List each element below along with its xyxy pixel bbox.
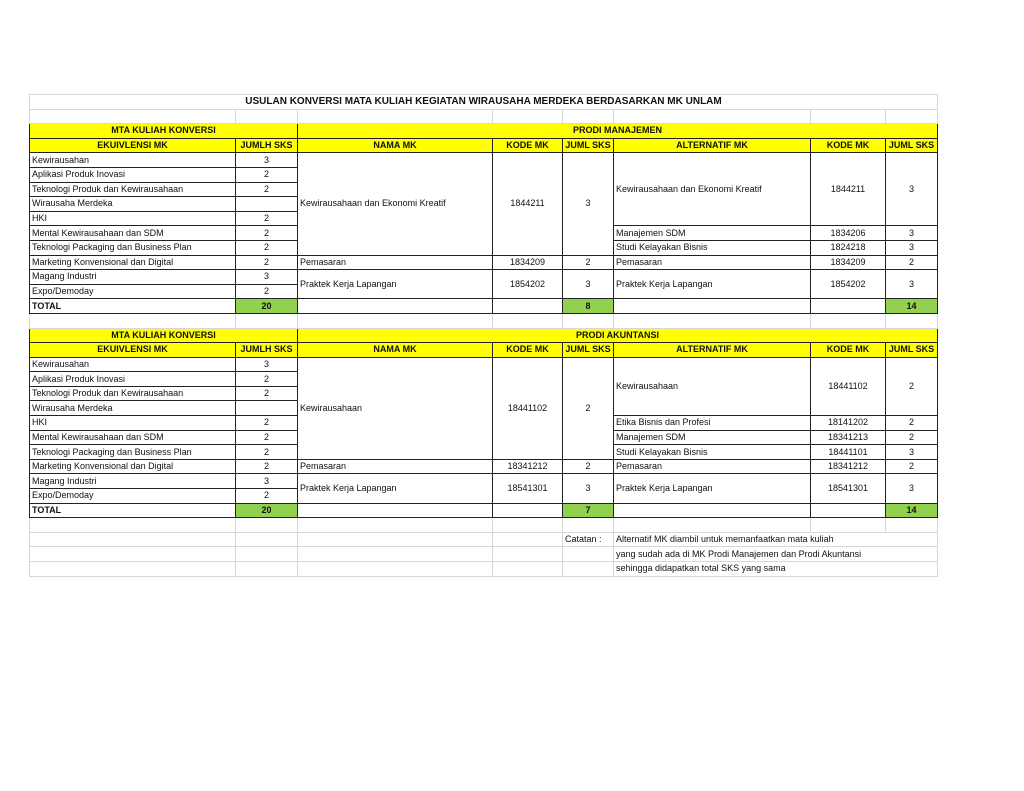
equivalent-name: Teknologi Packaging dan Business Plan [30,240,236,255]
note-line: yang sudah ada di MK Prodi Manajemen dan Prodi Akuntansi [614,547,938,562]
alternative-code: 18141202 [811,416,886,431]
course-sks: 2 [563,255,614,270]
total-label: TOTAL [30,503,236,518]
alternative-sks: 3 [886,226,938,241]
equivalent-name: Kewirausahan [30,357,236,372]
column-header-row [30,343,938,358]
col-header: EKUIVLENSI MK [30,138,236,153]
equivalent-sks: 2 [236,211,298,226]
equivalent-name: HKI [30,211,236,226]
course-code: 18341212 [493,459,563,474]
alternative-sks: 3 [886,445,938,460]
left-section-header: MTA KULIAH KONVERSI [30,328,298,343]
equivalent-sks: 3 [236,474,298,489]
equivalent-name: Kewirausahan [30,153,236,168]
course-code: 1834209 [493,255,563,270]
sheet-title: USULAN KONVERSI MATA KULIAH KEGIATAN WIRAUSAHA MERDEKA BERDASARKAN MK UNLAM [30,95,938,110]
equivalent-name: Teknologi Produk dan Kewirausahaan [30,182,236,197]
alternative-code: 1834209 [811,255,886,270]
alternative-code: 1834206 [811,226,886,241]
course-name: Pemasaran [298,459,493,474]
alternative-sks: 2 [886,255,938,270]
alternative-code: 18441101 [811,445,886,460]
course-code: 18441102 [493,357,563,459]
col-header: NAMA MK [298,343,493,358]
alternative-code: 18441102 [811,357,886,415]
note-row [30,562,938,577]
alternative-sks: 3 [886,153,938,226]
note-line: Alternatif MK diambil untuk memanfaatkan mata kuliah [614,532,938,547]
note-line: sehingga didapatkan total SKS yang sama [614,562,938,577]
prodi-header: PRODI AKUNTANSI [298,328,938,343]
course-sks: 3 [563,474,614,503]
equivalent-sks: 2 [236,445,298,460]
table-row [30,357,938,372]
equivalent-name: Magang Industri [30,474,236,489]
alternative-name: Manajemen SDM [614,430,811,445]
table-row [30,270,938,285]
alternative-name: Manajemen SDM [614,226,811,241]
equivalent-sks: 2 [236,167,298,182]
total-row [30,503,938,518]
course-name: Pemasaran [298,255,493,270]
column-header-row [30,138,938,153]
equivalent-sks: 2 [236,386,298,401]
total-equivalent-sks: 20 [236,299,298,314]
equivalent-sks: 2 [236,372,298,387]
col-header: JUMLH SKS [236,343,298,358]
col-header: NAMA MK [298,138,493,153]
course-sks: 3 [563,270,614,299]
equivalent-name: Marketing Konvensional dan Digital [30,255,236,270]
note-label: Catatan : [563,532,614,547]
alternative-code: 1854202 [811,270,886,299]
alternative-code: 18541301 [811,474,886,503]
spacer-row [30,313,938,328]
equivalent-sks: 2 [236,255,298,270]
equivalent-name: Teknologi Packaging dan Business Plan [30,445,236,460]
equivalent-name: Expo/Demoday [30,284,236,299]
equivalent-name: Wirausaha Merdeka [30,401,236,416]
total-label: TOTAL [30,299,236,314]
col-header: JUML SKS [563,343,614,358]
col-header: JUML SKS [886,138,938,153]
equivalent-sks: 2 [236,489,298,504]
alternative-name: Pemasaran [614,255,811,270]
alternative-name: Etika Bisnis dan Profesi [614,416,811,431]
col-header: KODE MK [811,138,886,153]
total-course-sks: 8 [563,299,614,314]
alternative-sks: 2 [886,459,938,474]
alternative-code: 1824218 [811,240,886,255]
alternative-sks: 2 [886,430,938,445]
course-sks: 3 [563,153,614,255]
table-row [30,255,938,270]
total-alternative-sks: 14 [886,299,938,314]
section-header-row [30,124,938,139]
equivalent-sks: 2 [236,459,298,474]
equivalent-name: Mental Kewirausahaan dan SDM [30,430,236,445]
equivalent-sks: 2 [236,226,298,241]
table-row [30,459,938,474]
prodi-header: PRODI MANAJEMEN [298,124,938,139]
equivalent-sks: 2 [236,182,298,197]
title-row [30,95,938,110]
col-header: ALTERNATIF MK [614,343,811,358]
equivalent-name: Teknologi Produk dan Kewirausahaan [30,386,236,401]
equivalent-sks [236,401,298,416]
col-header: ALTERNATIF MK [614,138,811,153]
equivalent-sks: 3 [236,270,298,285]
table-row [30,474,938,489]
course-sks: 2 [563,459,614,474]
equivalent-sks: 3 [236,153,298,168]
section-header-row [30,328,938,343]
total-equivalent-sks: 20 [236,503,298,518]
course-code: 1844211 [493,153,563,255]
note-row [30,547,938,562]
note-row [30,532,938,547]
alternative-code: 18341212 [811,459,886,474]
course-name: Praktek Kerja Lapangan [298,474,493,503]
col-header: KODE MK [493,138,563,153]
total-course-sks: 7 [563,503,614,518]
course-name: Kewirausahaan [298,357,493,459]
alternative-sks: 2 [886,357,938,415]
course-code: 1854202 [493,270,563,299]
left-section-header: MTA KULIAH KONVERSI [30,124,298,139]
equivalent-name: Aplikasi Produk Inovasi [30,372,236,387]
total-alternative-sks: 14 [886,503,938,518]
equivalent-sks: 2 [236,240,298,255]
alternative-sks: 3 [886,474,938,503]
course-code: 18541301 [493,474,563,503]
col-header: KODE MK [811,343,886,358]
equivalent-sks: 2 [236,284,298,299]
equivalent-name: Aplikasi Produk Inovasi [30,167,236,182]
course-sks: 2 [563,357,614,459]
equivalent-sks: 2 [236,416,298,431]
total-row [30,299,938,314]
spacer-row [30,109,938,124]
col-header: JUML SKS [563,138,614,153]
col-header: JUML SKS [886,343,938,358]
spacer-row [30,518,938,533]
equivalent-sks: 3 [236,357,298,372]
conversion-sheet [29,94,938,577]
course-name: Praktek Kerja Lapangan [298,270,493,299]
equivalent-sks: 2 [236,430,298,445]
course-name: Kewirausahaan dan Ekonomi Kreatif [298,153,493,255]
alternative-name: Pemasaran [614,459,811,474]
equivalent-name: Marketing Konvensional dan Digital [30,459,236,474]
equivalent-name: Expo/Demoday [30,489,236,504]
alternative-name: Studi Kelayakan Bisnis [614,240,811,255]
alternative-name: Kewirausahaan [614,357,811,415]
col-header: KODE MK [493,343,563,358]
equivalent-name: Magang Industri [30,270,236,285]
alternative-name: Praktek Kerja Lapangan [614,270,811,299]
table-row [30,153,938,168]
equivalent-sks [236,197,298,212]
alternative-code: 18341213 [811,430,886,445]
alternative-sks: 3 [886,270,938,299]
equivalent-name: Mental Kewirausahaan dan SDM [30,226,236,241]
alternative-code: 1844211 [811,153,886,226]
col-header: JUMLH SKS [236,138,298,153]
col-header: EKUIVLENSI MK [30,343,236,358]
alternative-name: Kewirausahaan dan Ekonomi Kreatif [614,153,811,226]
alternative-sks: 3 [886,240,938,255]
equivalent-name: Wirausaha Merdeka [30,197,236,212]
equivalent-name: HKI [30,416,236,431]
alternative-name: Studi Kelayakan Bisnis [614,445,811,460]
alternative-sks: 2 [886,416,938,431]
alternative-name: Praktek Kerja Lapangan [614,474,811,503]
